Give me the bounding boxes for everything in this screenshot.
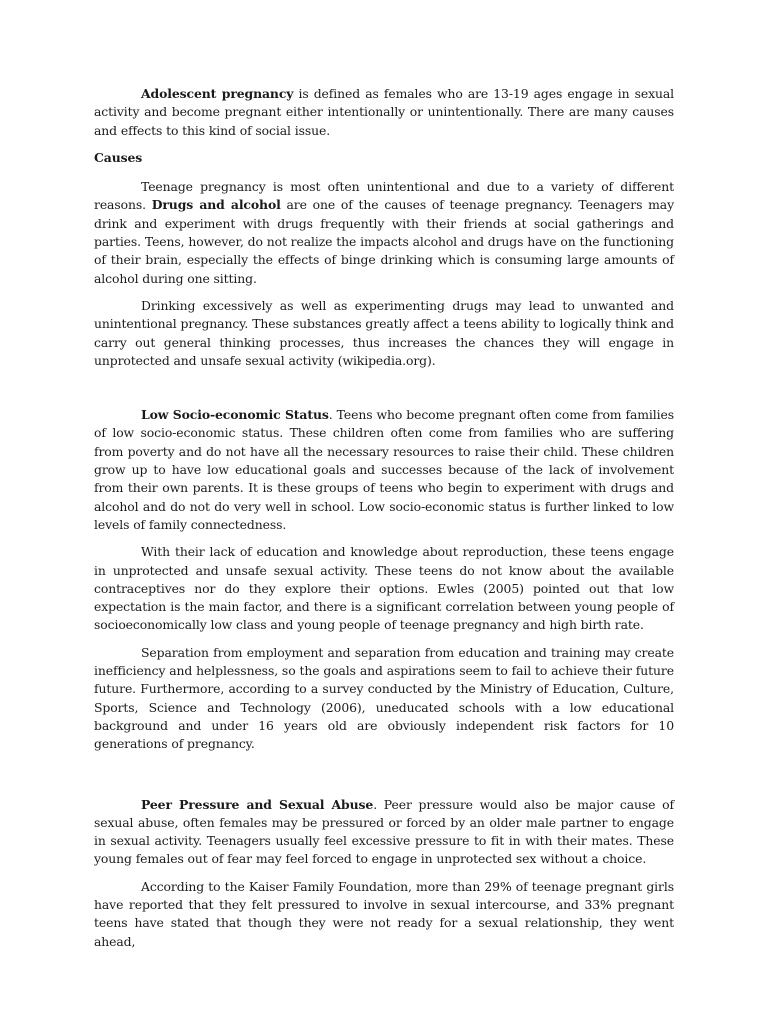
ses-bold-term: Low Socio-economic Status <box>141 407 329 423</box>
intro-lead-term: Adolescent pregnancy <box>141 86 294 101</box>
ses-paragraph-3: Separation from employment and separation from education and training may create inefficiency and helplessness, so the goals and aspirations seem to fail to achieve their future future. Furthermore, according to a survey conducted by the Ministry of Education, Culture, Sports, Science and Technology (2006), uneducated schools with a low educational background and under 16 years old are obviously independent risk factors for 10 generations of pregnancy. <box>94 644 674 752</box>
causes-paragraph-1 <box>94 178 674 288</box>
peer-paragraph-1 <box>94 796 674 869</box>
causes-paragraph-2: Drinking excessively as well as experimenting drugs may lead to unwanted and unintentional pregnancy. These substances greatly affect a teens ability to logically think and carry out general thinking processes, thus increases the chances they will engage in unprotected and unsafe sexual activity (wikipedia.org). <box>94 297 674 368</box>
causes-p1-after: are one of the causes of teenage pregnancy. Teenagers may drink and experiment with drugs frequently with their friends at social gatherings and parties. Teens, however, do not realize the impacts alcohol and drugs have on the functioning of their brain, especially the effects of binge drinking which is consuming large amounts of alcohol during one sitting. <box>94 197 674 286</box>
peer-bold-term: Peer Pressure and Sexual Abuse <box>141 796 374 812</box>
causes-p1-before: Teenage pregnancy is most often unintentional and due to a variety of different reasons. <box>94 179 674 213</box>
intro-paragraph <box>94 85 674 140</box>
ses-paragraph-1 <box>94 406 674 534</box>
causes-p1-bold-term: Drugs and alcohol <box>151 197 281 213</box>
peer-p1-text: . Peer pressure would also be major cause of sexual abuse, often females may be pressured or forced by an older male partner to engage in sexual activity. Teenagers usually feel excessive pressure to fit in with their mates. These young females out of fear may feel forced to engage in unprotected sex without a choice. <box>94 796 674 867</box>
causes-heading: Causes <box>94 149 143 165</box>
intro-text: is defined as females who are 13-19 ages engage in sexual activity and become pregnant either intentionally or unintentionally. There are many causes and effects to this kind of social issue. <box>94 86 674 138</box>
ses-paragraph-2: With their lack of education and knowledge about reproduction, these teens engage in unprotected and unsafe sexual activity. These teens do not know about the available contraceptives nor do they explore their options. Ewles (2005) pointed out that low expectation is the main factor, and there is a significant correlation between young people of socioeconomically low class and young people of teenage pregnancy and high birth rate. <box>94 544 674 633</box>
peer-paragraph-2: According to the Kaiser Family Foundation, more than 29% of teenage pregnant girls have reported that they felt pressured to involve in sexual intercourse, and 33% pregnant teens have stated that though they were not ready for a sexual relationship, they went ahead, <box>94 878 674 949</box>
document-page <box>94 85 674 960</box>
section-gap <box>94 763 674 796</box>
ses-p1-text: . Teens who become pregnant often come from families of low socio-economic status. These children often come from families who are suffering from poverty and do not have all the necessary resources to raise their child. These children grow up to have low educational goals and successes because of the lack of involvement from their own parents. It is these groups of teens who begin to experiment with drugs and alcohol and do not do very well in school. Low socio-economic status is further linked to low levels of family connectedness. <box>94 407 674 532</box>
section-gap <box>94 379 674 406</box>
